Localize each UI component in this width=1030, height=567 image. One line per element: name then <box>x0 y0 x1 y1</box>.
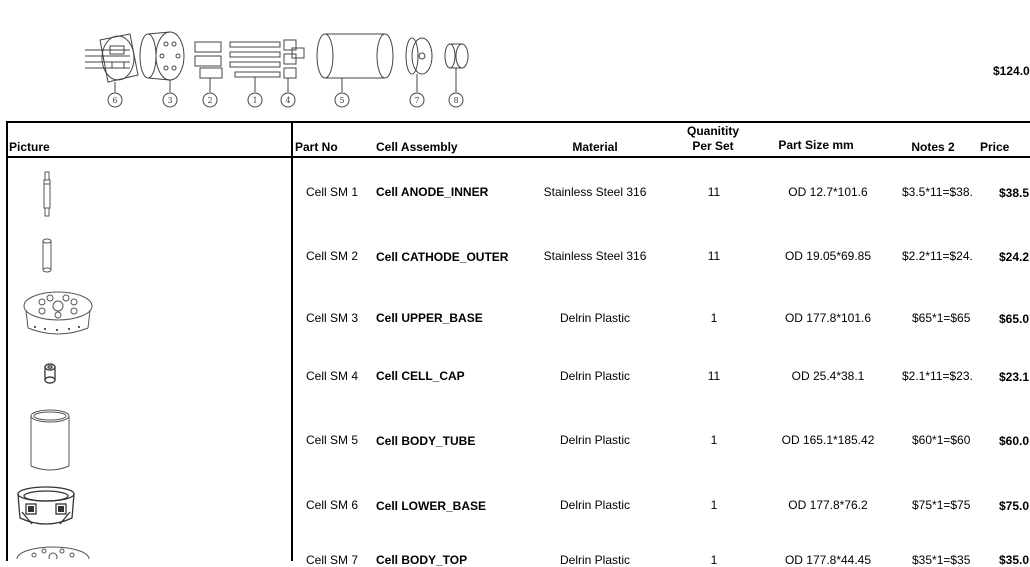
part-size: OD 177.8*76.2 <box>788 498 868 512</box>
callout-2: 2 <box>207 96 213 105</box>
cell-assembly: Cell BODY_TOP <box>376 553 468 567</box>
header-cell-assembly: Cell Assembly <box>376 140 458 154</box>
notes: $65*1=$65 <box>912 311 971 325</box>
notes: $2.1*11=$23. <box>902 369 973 383</box>
price: $75.0 <box>999 499 1030 513</box>
price: $38.5 <box>999 186 1030 200</box>
part-size: OD 177.8*101.6 <box>784 311 872 325</box>
callout-4: 4 <box>285 96 291 105</box>
header-part-size: Part Size mm <box>778 138 854 152</box>
part-size: OD 12.7*101.6 <box>788 185 868 199</box>
total-price: $124.0 <box>993 64 1030 78</box>
quantity: 1 <box>710 433 718 447</box>
part-no: Cell SM 3 <box>306 311 359 325</box>
notes: $35*1=$35 <box>912 553 971 567</box>
price: $65.0 <box>999 312 1030 326</box>
part-no: Cell SM 1 <box>306 185 359 199</box>
lower-base-icon <box>14 484 78 532</box>
quantity: 1 <box>710 311 718 325</box>
header-part-no: Part No <box>295 140 338 154</box>
part-no: Cell SM 4 <box>306 369 359 383</box>
quantity: 11 <box>707 369 721 383</box>
header-quantity-line2: Per Set <box>692 139 734 153</box>
part-size: OD 165.1*185.42 <box>781 433 875 447</box>
part-no: Cell SM 2 <box>306 249 359 263</box>
part-size: OD 19.05*69.85 <box>784 249 872 263</box>
table-top-border <box>6 121 1030 123</box>
header-quantity-line1: Quanitity <box>686 124 740 138</box>
part-no: Cell SM 5 <box>306 433 359 447</box>
upper-base-icon <box>20 290 96 342</box>
material: Delrin Plastic <box>559 369 631 383</box>
cell-assembly: Cell LOWER_BASE <box>376 499 487 513</box>
cathode-tube-icon <box>40 237 54 275</box>
part-no: Cell SM 6 <box>306 498 359 512</box>
cell-assembly: Cell ANODE_INNER <box>376 185 489 199</box>
notes: $2.2*11=$24. <box>902 249 973 263</box>
cell-assembly: Cell UPPER_BASE <box>376 311 483 325</box>
callout-7: 7 <box>414 96 420 105</box>
header-notes: Notes 2 <box>911 140 955 154</box>
header-price: Price <box>980 140 1010 154</box>
part-no: Cell SM 7 <box>306 553 359 567</box>
quantity: 1 <box>710 498 718 512</box>
cell-assembly: Cell CATHODE_OUTER <box>376 250 509 264</box>
header-picture: Picture <box>9 140 50 154</box>
callout-6: 6 <box>112 96 118 105</box>
anode-rod-icon <box>40 170 54 220</box>
price: $23.1 <box>999 370 1030 384</box>
material: Delrin Plastic <box>559 311 631 325</box>
callout-5: 5 <box>339 96 345 105</box>
callout-3: 3 <box>167 96 173 105</box>
material: Delrin Plastic <box>559 498 631 512</box>
callout-8: 8 <box>453 96 459 105</box>
picture-column-border <box>291 121 293 561</box>
body-top-icon <box>14 543 92 559</box>
price: $24.2 <box>999 250 1030 264</box>
price: $35.0 <box>999 553 1030 567</box>
notes: $60*1=$60 <box>912 433 971 447</box>
callout-1: 1 <box>252 96 258 105</box>
quantity: 11 <box>707 185 721 199</box>
part-size: OD 25.4*38.1 <box>791 369 865 383</box>
quantity: 1 <box>710 553 718 567</box>
cell-assembly: Cell CELL_CAP <box>376 369 465 383</box>
quantity: 11 <box>707 249 721 263</box>
price: $60.0 <box>999 434 1030 448</box>
notes: $3.5*11=$38. <box>902 185 973 199</box>
cell-assembly: Cell BODY_TUBE <box>376 434 476 448</box>
header-bottom-border <box>6 156 1030 158</box>
header-quantity-per-set <box>687 124 739 154</box>
part-size: OD 177.8*44.45 <box>784 553 872 567</box>
header-material: Material <box>572 140 618 154</box>
body-tube-icon <box>28 408 74 474</box>
exploded-assembly-diagram <box>70 20 490 115</box>
material: Delrin Plastic <box>559 433 631 447</box>
material: Delrin Plastic <box>559 553 631 567</box>
material: Stainless Steel 316 <box>543 249 647 263</box>
notes: $75*1=$75 <box>912 498 971 512</box>
material: Stainless Steel 316 <box>543 185 647 199</box>
cell-cap-icon <box>42 362 58 386</box>
table-left-border <box>6 121 8 561</box>
